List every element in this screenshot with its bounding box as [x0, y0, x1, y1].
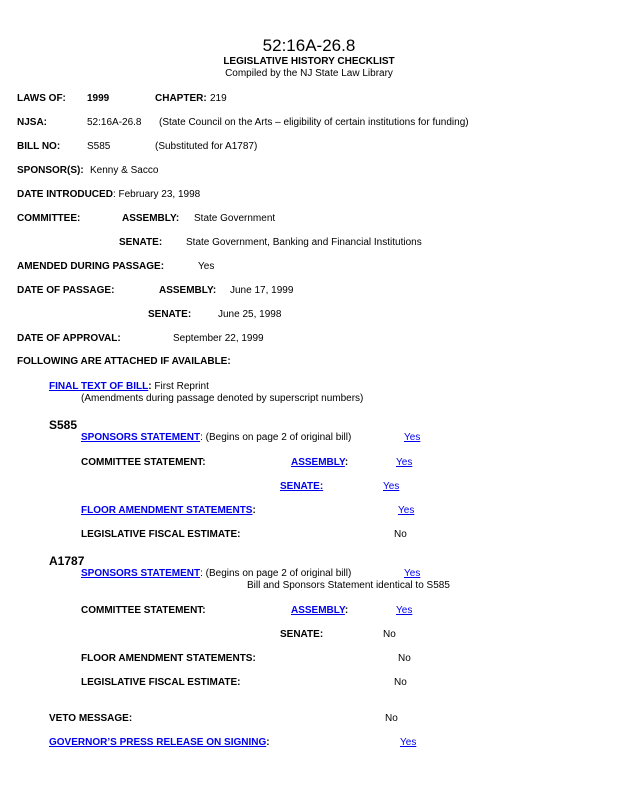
governor-row	[49, 738, 270, 748]
passage-assembly-label: ASSEMBLY:	[159, 285, 217, 296]
approval-label: DATE OF APPROVAL:	[17, 333, 121, 344]
s585-floor-colon: :	[252, 505, 256, 516]
committee-senate-label: SENATE:	[119, 237, 163, 248]
a1787-identical-note: Bill and Sponsors Statement identical to S585	[247, 580, 450, 591]
s585-sponsors-link[interactable]: SPONSORS STATEMENT	[81, 432, 201, 443]
a1787-committee-label: COMMITTEE STATEMENT:	[81, 605, 206, 616]
s585-senate-link[interactable]: SENATE:	[280, 481, 324, 492]
a1787-sponsors-note: : (Begins on page 2 of original bill)	[200, 568, 352, 579]
governor-link[interactable]: GOVERNOR’S PRESS RELEASE ON SIGNING	[49, 737, 267, 748]
passage-label: DATE OF PASSAGE:	[17, 285, 115, 296]
passage-assembly-value: June 17, 1999	[230, 285, 294, 296]
a1787-senate-label: SENATE:	[280, 629, 324, 640]
s585-floor-link[interactable]: FLOOR AMENDMENT STATEMENTS	[81, 505, 253, 516]
bill-no-value: S585	[87, 141, 111, 152]
governor-colon: :	[266, 737, 270, 748]
page-subtitle: LEGISLATIVE HISTORY CHECKLIST	[223, 56, 395, 67]
a1787-assembly-link[interactable]: ASSEMBLY	[291, 605, 345, 616]
date-introduced	[17, 190, 200, 200]
veto-value: No	[385, 713, 398, 724]
a1787-assembly-colon: :	[344, 605, 349, 616]
veto-label: VETO MESSAGE:	[49, 713, 133, 724]
a1787-floor-value: No	[398, 653, 411, 664]
njsa-label: NJSA:	[17, 117, 48, 128]
bill-no-note: (Substituted for A1787)	[155, 141, 258, 152]
a1787-fiscal-label: LEGISLATIVE FISCAL ESTIMATE:	[81, 677, 241, 688]
njsa-value: 52:16A-26.8	[87, 117, 142, 128]
governor-yes-link[interactable]: Yes	[400, 737, 417, 748]
s585-assembly-row	[291, 458, 348, 468]
a1787-senate-value: No	[383, 629, 396, 640]
sponsors-value: Kenny & Sacco	[90, 165, 159, 176]
njsa-description: (State Council on the Arts – eligibility of certain institutions for funding)	[159, 117, 469, 128]
s585-senate-yes-link[interactable]: Yes	[383, 481, 400, 492]
final-text-row	[49, 382, 209, 392]
a1787-sponsors-link[interactable]: SPONSORS STATEMENT	[81, 568, 201, 579]
committee-senate-value: State Government, Banking and Financial Institutions	[186, 237, 422, 248]
approval-value: September 22, 1999	[173, 333, 264, 344]
s585-floor-row	[81, 506, 256, 516]
s585-committee-label: COMMITTEE STATEMENT:	[81, 457, 206, 468]
a1787-sponsors-row	[81, 569, 351, 579]
amended-label: AMENDED DURING PASSAGE:	[17, 261, 165, 272]
final-text-link[interactable]: FINAL TEXT OF BILL	[49, 381, 149, 392]
bill-no-label: BILL NO:	[17, 141, 61, 152]
s585-floor-yes-link[interactable]: Yes	[398, 505, 415, 516]
s585-sponsors-row	[81, 433, 351, 443]
a1787-floor-label: FLOOR AMENDMENT STATEMENTS:	[81, 653, 256, 664]
a1787-assembly-yes-link[interactable]: Yes	[396, 605, 413, 616]
s585-sponsors-yes-link[interactable]: Yes	[404, 432, 421, 443]
committee-assembly-value: State Government	[194, 213, 276, 224]
laws-of-label: LAWS OF:	[17, 93, 66, 104]
s585-assembly-yes-link[interactable]: Yes	[396, 457, 413, 468]
passage-senate-value: June 25, 1998	[218, 309, 282, 320]
passage-senate-label: SENATE:	[148, 309, 192, 320]
s585-fiscal-label: LEGISLATIVE FISCAL ESTIMATE:	[81, 529, 241, 540]
s585-sponsors-note: : (Begins on page 2 of original bill)	[200, 432, 352, 443]
date-introduced-label: DATE INTRODUCED	[17, 189, 113, 200]
page-title: 52:16A-26.8	[262, 36, 356, 55]
a1787-assembly-row	[291, 606, 348, 616]
s585-assembly-colon: :	[344, 457, 349, 468]
final-text-colon: :	[148, 381, 152, 392]
final-text-note: (Amendments during passage denoted by superscript numbers)	[81, 393, 364, 404]
committee-assembly-label: ASSEMBLY:	[122, 213, 180, 224]
a1787-sponsors-yes-link[interactable]: Yes	[404, 568, 421, 579]
chapter-label: CHAPTER:	[155, 93, 207, 104]
committee-label: COMMITTEE:	[17, 213, 81, 224]
s585-assembly-link[interactable]: ASSEMBLY	[291, 457, 345, 468]
chapter-value: 219	[210, 93, 227, 104]
laws-of-value: 1999	[87, 93, 110, 104]
sponsors-label: SPONSOR(S):	[17, 165, 84, 176]
a1787-heading: A1787	[49, 554, 85, 568]
attached-label: FOLLOWING ARE ATTACHED IF AVAILABLE:	[17, 356, 231, 367]
s585-fiscal-value: No	[394, 529, 407, 540]
date-introduced-value: : February 23, 1998	[112, 189, 201, 200]
final-text-value: First Reprint	[154, 381, 209, 392]
amended-value: Yes	[198, 261, 215, 272]
compiled-by: Compiled by the NJ State Law Library	[225, 68, 393, 79]
a1787-fiscal-value: No	[394, 677, 407, 688]
s585-heading: S585	[49, 418, 78, 432]
